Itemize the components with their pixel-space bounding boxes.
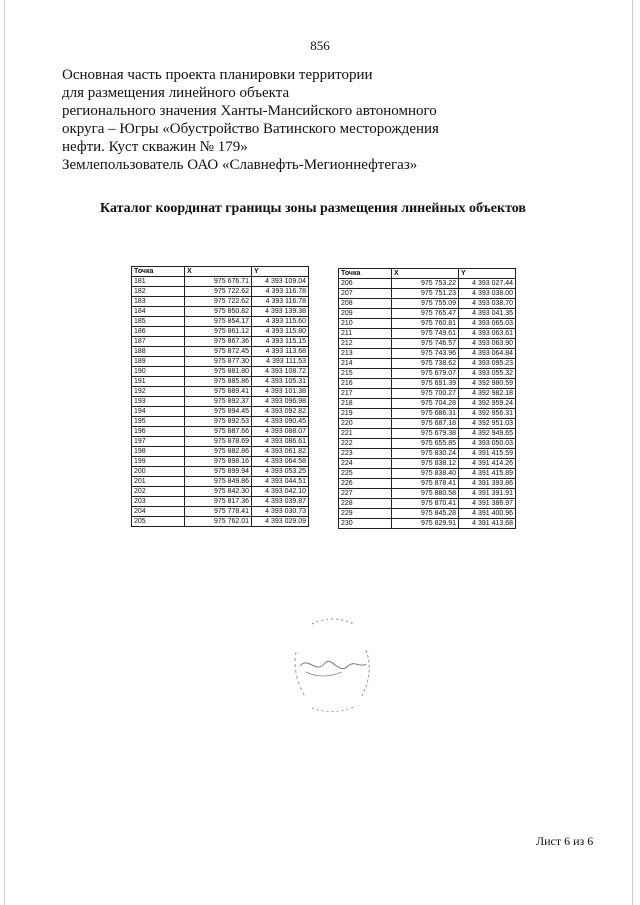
point-cell: 223 [339, 449, 392, 459]
point-cell: 218 [339, 399, 392, 409]
table-row [339, 419, 516, 429]
x-cell: 975 738.62 [392, 359, 459, 369]
table-row [132, 287, 309, 297]
y-cell: 4 391 393.86 [459, 479, 516, 489]
x-cell: 975 878.69 [185, 437, 252, 447]
intro-line: округа – Югры «Обустройство Ватинского месторождения [62, 121, 439, 137]
table-row [132, 407, 309, 417]
x-cell: 975 838.12 [392, 459, 459, 469]
y-cell: 4 392 951.03 [459, 419, 516, 429]
x-cell: 975 880.58 [392, 489, 459, 499]
point-cell: 188 [132, 347, 185, 357]
table-row [339, 499, 516, 509]
table-row [339, 309, 516, 319]
table-row [339, 289, 516, 299]
x-cell: 975 889.41 [185, 387, 252, 397]
table-header-row [339, 269, 516, 279]
table-row [339, 519, 516, 529]
x-cell: 975 850.82 [185, 307, 252, 317]
table-header-row [132, 267, 309, 277]
table-row [339, 339, 516, 349]
y-cell: 4 393 105.31 [252, 377, 309, 387]
point-cell: 208 [339, 299, 392, 309]
table-row [132, 447, 309, 457]
y-cell: 4 393 030.73 [252, 507, 309, 517]
coordinates-table-right [338, 268, 516, 529]
y-cell: 4 391 386.97 [459, 499, 516, 509]
y-cell: 4 393 139.38 [252, 307, 309, 317]
point-cell: 207 [339, 289, 392, 299]
point-cell: 193 [132, 397, 185, 407]
table-row [339, 409, 516, 419]
point-cell: 212 [339, 339, 392, 349]
table-row [132, 437, 309, 447]
y-cell: 4 393 095.23 [459, 359, 516, 369]
y-cell: 4 393 027.44 [459, 279, 516, 289]
point-cell: 222 [339, 439, 392, 449]
y-cell: 4 392 982.18 [459, 389, 516, 399]
point-cell: 186 [132, 327, 185, 337]
x-cell: 975 877.30 [185, 357, 252, 367]
y-cell: 4 393 029.09 [252, 517, 309, 527]
table-row [339, 299, 516, 309]
point-cell: 200 [132, 467, 185, 477]
x-cell: 975 751.23 [392, 289, 459, 299]
point-cell: 204 [132, 507, 185, 517]
point-cell: 214 [339, 359, 392, 369]
table-row [339, 369, 516, 379]
x-cell: 975 686.31 [392, 409, 459, 419]
page-number: 856 [310, 38, 330, 53]
x-cell: 975 894.45 [185, 407, 252, 417]
point-cell: 202 [132, 487, 185, 497]
y-cell: 4 393 109.04 [252, 277, 309, 287]
table-row [132, 307, 309, 317]
table-row [132, 347, 309, 357]
table-row [132, 367, 309, 377]
y-cell: 4 393 092.82 [252, 407, 309, 417]
document-intro [62, 66, 502, 174]
y-cell: 4 391 415.59 [459, 449, 516, 459]
x-cell: 975 892.37 [185, 397, 252, 407]
x-cell: 975 830.24 [392, 449, 459, 459]
point-cell: 183 [132, 297, 185, 307]
sheet-label: Лист 6 из 6 [536, 834, 594, 848]
y-cell: 4 392 949.65 [459, 429, 516, 439]
coordinates-table-left [131, 266, 309, 527]
catalog-title: Каталог координат границы зоны размещения линейных объектов [100, 201, 526, 216]
y-cell: 4 393 044.51 [252, 477, 309, 487]
table-row [339, 489, 516, 499]
y-cell: 4 393 061.82 [252, 447, 309, 457]
header-point: Точка [132, 267, 185, 277]
point-cell: 196 [132, 427, 185, 437]
x-cell: 975 881.80 [185, 367, 252, 377]
header-x: X [185, 267, 252, 277]
x-cell: 975 885.86 [185, 377, 252, 387]
point-cell: 190 [132, 367, 185, 377]
x-cell: 975 746.57 [392, 339, 459, 349]
y-cell: 4 393 116.78 [252, 297, 309, 307]
y-cell: 4 392 980.59 [459, 379, 516, 389]
x-cell: 975 892.53 [185, 417, 252, 427]
intro-line: Основная часть проекта планировки территории [62, 67, 373, 83]
x-cell: 975 842.30 [185, 487, 252, 497]
table-row [132, 357, 309, 367]
point-cell: 191 [132, 377, 185, 387]
x-cell: 975 829.91 [392, 519, 459, 529]
x-cell: 975 778.41 [185, 507, 252, 517]
table-row [132, 377, 309, 387]
table-row [339, 429, 516, 439]
point-cell: 228 [339, 499, 392, 509]
point-cell: 199 [132, 457, 185, 467]
point-cell: 201 [132, 477, 185, 487]
y-cell: 4 393 113.68 [252, 347, 309, 357]
x-cell: 975 749.61 [392, 329, 459, 339]
table-row [132, 497, 309, 507]
y-cell: 4 392 959.24 [459, 399, 516, 409]
table-row [339, 469, 516, 479]
point-cell: 181 [132, 277, 185, 287]
y-cell: 4 393 038.00 [459, 289, 516, 299]
y-cell: 4 393 039.87 [252, 497, 309, 507]
header-y: Y [252, 267, 309, 277]
point-cell: 226 [339, 479, 392, 489]
point-cell: 195 [132, 417, 185, 427]
point-cell: 217 [339, 389, 392, 399]
y-cell: 4 393 065.03 [459, 319, 516, 329]
y-cell: 4 393 053.25 [252, 467, 309, 477]
y-cell: 4 391 415.89 [459, 469, 516, 479]
y-cell: 4 393 111.53 [252, 357, 309, 367]
x-cell: 975 760.81 [392, 319, 459, 329]
point-cell: 221 [339, 429, 392, 439]
point-cell: 225 [339, 469, 392, 479]
x-cell: 975 870.41 [392, 499, 459, 509]
x-cell: 975 762.01 [185, 517, 252, 527]
table-row [339, 449, 516, 459]
y-cell: 4 393 063.61 [459, 329, 516, 339]
table-row [339, 319, 516, 329]
y-cell: 4 393 042.10 [252, 487, 309, 497]
point-cell: 219 [339, 409, 392, 419]
table-row [339, 389, 516, 399]
y-cell: 4 393 064.84 [459, 349, 516, 359]
header-y: Y [459, 269, 516, 279]
point-cell: 187 [132, 337, 185, 347]
point-cell: 206 [339, 279, 392, 289]
x-cell: 975 755.09 [392, 299, 459, 309]
x-cell: 975 899.94 [185, 467, 252, 477]
point-cell: 209 [339, 309, 392, 319]
point-cell: 205 [132, 517, 185, 527]
x-cell: 975 867.36 [185, 337, 252, 347]
y-cell: 4 393 101.38 [252, 387, 309, 397]
point-cell: 203 [132, 497, 185, 507]
intro-line: Землепользователь ОАО «Славнефть-Мегионнефтегаз» [62, 157, 418, 173]
page-edge-right [632, 0, 633, 905]
table-row [132, 487, 309, 497]
y-cell: 4 391 413.68 [459, 519, 516, 529]
point-cell: 227 [339, 489, 392, 499]
y-cell: 4 393 115.15 [252, 337, 309, 347]
y-cell: 4 391 400.96 [459, 509, 516, 519]
x-cell: 975 878.41 [392, 479, 459, 489]
y-cell: 4 393 096.98 [252, 397, 309, 407]
y-cell: 4 393 086.61 [252, 437, 309, 447]
point-cell: 229 [339, 509, 392, 519]
x-cell: 975 845.28 [392, 509, 459, 519]
page-edge-left [4, 0, 5, 905]
point-cell: 216 [339, 379, 392, 389]
y-cell: 4 393 115.80 [252, 327, 309, 337]
point-cell: 224 [339, 459, 392, 469]
x-cell: 975 765.47 [392, 309, 459, 319]
point-cell: 230 [339, 519, 392, 529]
point-cell: 198 [132, 447, 185, 457]
table-row [339, 459, 516, 469]
point-cell: 184 [132, 307, 185, 317]
x-cell: 975 838.40 [392, 469, 459, 479]
table-row [132, 297, 309, 307]
table-row [132, 467, 309, 477]
point-cell: 210 [339, 319, 392, 329]
x-cell: 975 872.45 [185, 347, 252, 357]
point-cell: 215 [339, 369, 392, 379]
point-cell: 220 [339, 419, 392, 429]
table-row [132, 397, 309, 407]
point-cell: 185 [132, 317, 185, 327]
table-row [132, 417, 309, 427]
table-row [339, 399, 516, 409]
point-cell: 194 [132, 407, 185, 417]
table-row [132, 337, 309, 347]
intro-line: регионального значения Ханты-Мансийского автономного [62, 103, 437, 119]
intro-line: нефти. Куст скважин № 179» [62, 139, 248, 155]
table-row [339, 279, 516, 289]
header-x: X [392, 269, 459, 279]
y-cell: 4 393 041.35 [459, 309, 516, 319]
x-cell: 975 898.16 [185, 457, 252, 467]
seal-stamp [282, 610, 382, 720]
y-cell: 4 393 038.70 [459, 299, 516, 309]
y-cell: 4 393 063.90 [459, 339, 516, 349]
y-cell: 4 392 956.31 [459, 409, 516, 419]
x-cell: 975 704.28 [392, 399, 459, 409]
table-row [132, 457, 309, 467]
table-row [132, 387, 309, 397]
x-cell: 975 655.85 [392, 439, 459, 449]
table-row [132, 317, 309, 327]
x-cell: 975 753.22 [392, 279, 459, 289]
x-cell: 975 679.38 [392, 429, 459, 439]
table-row [339, 479, 516, 489]
x-cell: 975 849.86 [185, 477, 252, 487]
x-cell: 975 861.12 [185, 327, 252, 337]
x-cell: 975 817.36 [185, 497, 252, 507]
y-cell: 4 393 115.60 [252, 317, 309, 327]
table-row [339, 359, 516, 369]
table-row [132, 507, 309, 517]
table-row [132, 477, 309, 487]
point-cell: 192 [132, 387, 185, 397]
x-cell: 975 700.27 [392, 389, 459, 399]
y-cell: 4 393 050.03 [459, 439, 516, 449]
x-cell: 975 722.62 [185, 297, 252, 307]
intro-line: для размещения линейного объекта [62, 85, 290, 101]
point-cell: 182 [132, 287, 185, 297]
x-cell: 975 687.18 [392, 419, 459, 429]
y-cell: 4 391 391.91 [459, 489, 516, 499]
x-cell: 975 691.39 [392, 379, 459, 389]
x-cell: 975 743.96 [392, 349, 459, 359]
point-cell: 197 [132, 437, 185, 447]
table-row [339, 509, 516, 519]
y-cell: 4 393 064.58 [252, 457, 309, 467]
table-row [132, 517, 309, 527]
table-row [132, 327, 309, 337]
point-cell: 189 [132, 357, 185, 367]
x-cell: 975 676.71 [185, 277, 252, 287]
table-row [132, 427, 309, 437]
y-cell: 4 393 088.07 [252, 427, 309, 437]
x-cell: 975 679.07 [392, 369, 459, 379]
y-cell: 4 391 414.26 [459, 459, 516, 469]
y-cell: 4 393 090.45 [252, 417, 309, 427]
x-cell: 975 854.17 [185, 317, 252, 327]
table-row [132, 277, 309, 287]
table-row [339, 329, 516, 339]
y-cell: 4 393 055.32 [459, 369, 516, 379]
point-cell: 213 [339, 349, 392, 359]
x-cell: 975 887.66 [185, 427, 252, 437]
table-row [339, 379, 516, 389]
x-cell: 975 882.86 [185, 447, 252, 457]
header-point: Точка [339, 269, 392, 279]
table-row [339, 439, 516, 449]
point-cell: 211 [339, 329, 392, 339]
table-row [339, 349, 516, 359]
y-cell: 4 393 108.72 [252, 367, 309, 377]
x-cell: 975 722.62 [185, 287, 252, 297]
y-cell: 4 393 116.78 [252, 287, 309, 297]
